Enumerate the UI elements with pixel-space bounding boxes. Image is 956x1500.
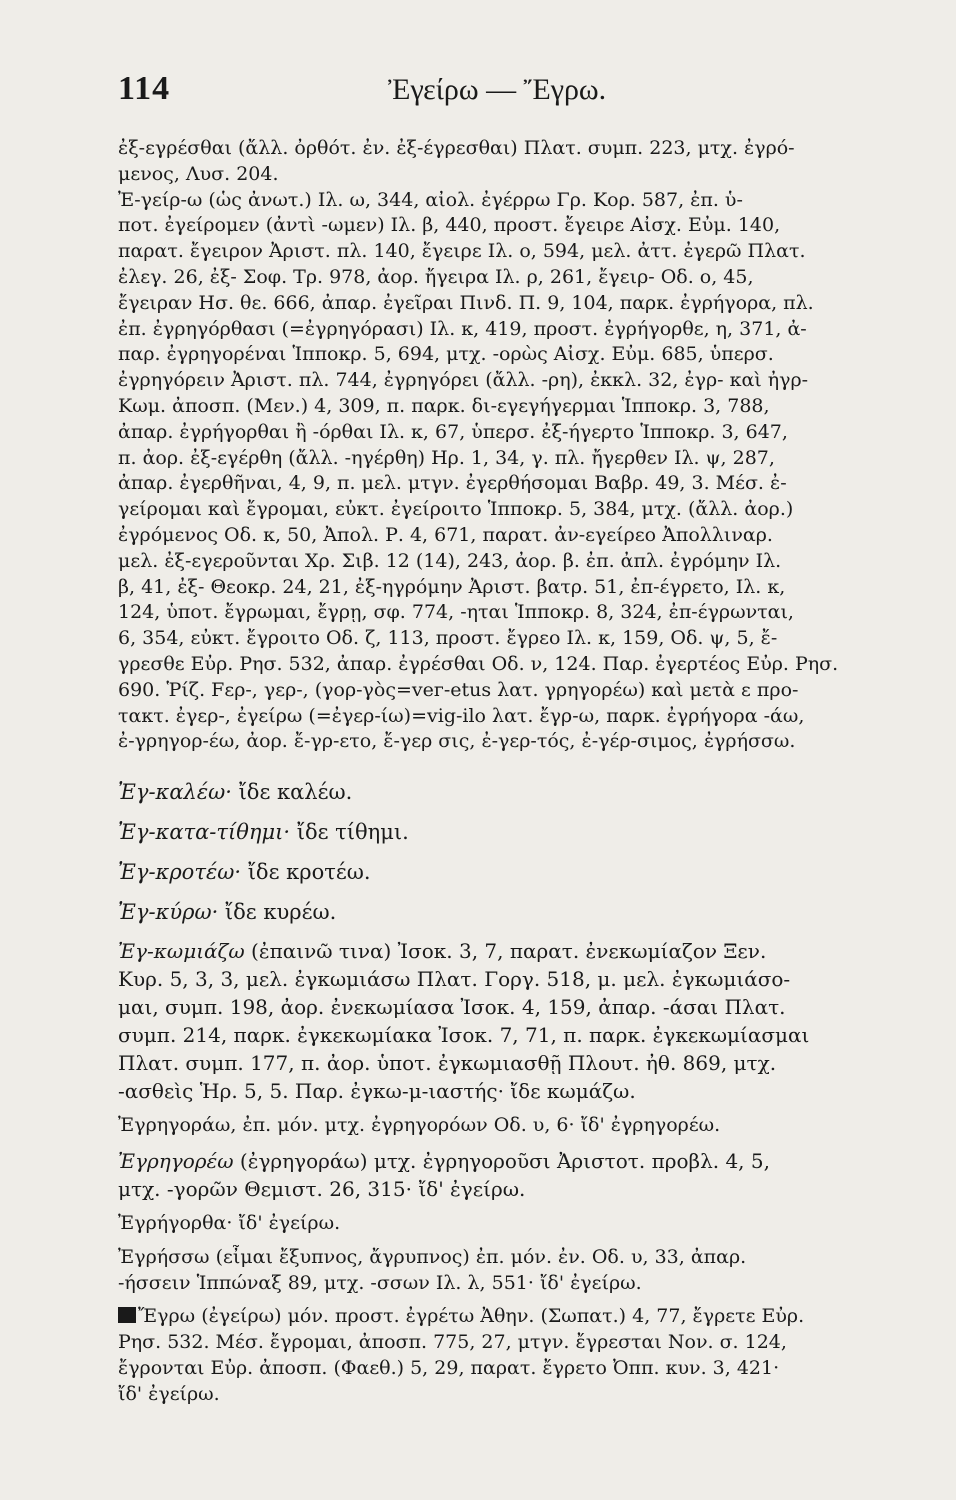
entry-line: Κυρ. 5, 3, 3, μελ. ἐγκωμιάσω Πλατ. Γοργ. 518, μ. μελ. ἐγκωμιάσο- xyxy=(118,967,791,992)
headword: Ἐγρηγορέω xyxy=(118,1148,234,1173)
entry-line: Ἐ-γείρ-ω (ὡς ἀνωτ.) Ιλ. ω, 344, αἰολ. ἐγέρρω Γρ. Κορ. 587, ἐπ. ὑ- xyxy=(118,188,743,211)
headword: Ἐγ-κωμιάζω xyxy=(118,939,245,964)
entry-line: -ασθεὶς Ἡρ. 5, 5. Παρ. ἐγκω-μ-ιαστής· ἴδε κωμάζω. xyxy=(118,1079,636,1104)
entry-line: μενος, Λυσ. 204. xyxy=(118,162,279,185)
entry-line: ἐξ-εγρέσθαι (ἄλλ. ὀρθότ. ἐν. ἐξ-έγρεσθαι) Πλατ. συμπ. 223, μτχ. ἐγρό- xyxy=(118,137,795,159)
entry-line: ἐγρηγόρειν Ἀριστ. πλ. 744, ἐγρηγόρει (ἄλλ. -ρη), ἐκκλ. 32, ἐγρ- καὶ ἠγρ- xyxy=(118,369,809,392)
entry-line: ἐ-γρηγορ-έω, ἀορ. ἔ-γρ-ετο, ἔ-γερ σις, ἐ-γερ-τός, ἐ-γέρ-σιμος, ἐγρήσσω. xyxy=(118,730,796,753)
cross-reference: ἴδε τίθημι. xyxy=(290,820,409,845)
entry-line: Κωμ. ἀποσπ. (Μεν.) 4, 309, π. παρκ. δι-εγεγήγερμαι Ἱπποκρ. 3, 788, xyxy=(118,394,770,417)
headword: Ἐγ-κύρω· xyxy=(118,900,219,925)
entry-line: παρατ. ἔγειρον Ἀριστ. πλ. 140, ἔγειρε Ιλ. ο, 594, μελ. ἀττ. ἐγερῶ Πλατ. xyxy=(118,240,806,263)
entry-line: π. ἀορ. ἐξ-εγέρθη (ἄλλ. -ηγέρθη) Ηρ. 1, 34, γ. πλ. ἤγερθεν Ιλ. ψ, 287, xyxy=(118,446,775,469)
entry-line: ἀπαρ. ἐγρήγορθαι ἢ -όρθαι Ιλ. κ, 67, ὑπερσ. ἐξ-ήγερτο Ἱπποκρ. 3, 647, xyxy=(118,420,788,443)
entry-line: 6, 354, εὐκτ. ἔγροιτο Οδ. ζ, 113, προστ. ἔγρεο Ιλ. κ, 159, Οδ. ψ, 5, ἔ- xyxy=(118,627,778,650)
cross-reference: ἴδε καλέω. xyxy=(231,780,353,805)
entry-line: γρεσθε Εὐρ. Ρησ. 532, ἀπαρ. ἐγρέσθαι Οδ. ν, 124. Παρ. ἐγερτέος Εὐρ. Ρησ. xyxy=(118,652,839,675)
entry-line: (ἐπαινῶ τινα) Ἰσοκ. 3, 7, παρατ. ἐνεκωμίαζον Ξεν. xyxy=(244,939,767,964)
entry-egregoreo xyxy=(118,1147,894,1203)
entry-line: -ήσσειν Ἱππώναξ 89, μτχ. -σσων Ιλ. λ, 551· ἴδ' ἐγείρω. xyxy=(118,1271,642,1294)
entry-line: ἔγρονται Εὐρ. ἀποσπ. (Φαεθ.) 5, 29, παρατ. ἔγρετο Ὀππ. κυν. 3, 421· xyxy=(118,1356,780,1379)
entry-line: μελ. ἐξ-εγεροῦνται Χρ. Σιβ. 12 (14), 243, ἀορ. β. ἐπ. ἀπλ. ἐγρόμην Ιλ. xyxy=(118,549,782,572)
entry-line: Ἐγρηγοράω, ἐπ. μόν. μτχ. ἐγρηγορόων Οδ. υ, 6· ἴδ' ἐγρηγορέω. xyxy=(118,1114,721,1137)
entry-line: Ρησ. 532. Μέσ. ἔγρομαι, ἀποσπ. 775, 27, μτγν. ἔγρεσται Νον. σ. 124, xyxy=(118,1331,787,1354)
entry-line: β, 41, ἐξ- Θεοκρ. 24, 21, ἐξ-ηγρόμην Ἀριστ. βατρ. 51, ἐπ-έγρετο, Ιλ. κ, xyxy=(118,575,786,598)
entry-line: μαι, συμπ. 198, ἀορ. ἐνεκωμίασα Ἰσοκ. 4, 159, ἀπαρ. -άσαι Πλατ. xyxy=(118,995,786,1020)
entry-line: μτχ. -γορῶν Θεμιστ. 26, 315· ἴδ' ἐγείρω. xyxy=(118,1176,526,1201)
entry-line: 690. Ῥίζ. Fερ-, γερ-, (γορ-γὸς=vег-etus λατ. γρηγορέω) καὶ μετὰ ε προ- xyxy=(118,678,799,701)
short-entry xyxy=(118,855,894,889)
page-number: 114 xyxy=(118,70,171,107)
entry-line: παρ. ἐγρηγορέναι Ἱπποκρ. 5, 694, μτχ. -ορὼς Αἰσχ. Εὐμ. 685, ὑπερσ. xyxy=(118,343,774,366)
entry-line: συμπ. 214, παρκ. ἐγκεκωμίακα Ἰσοκ. 7, 71, π. παρκ. ἐγκεκωμίασμαι xyxy=(118,1023,810,1048)
entry-egregorao xyxy=(118,1113,894,1139)
headword: Ἐγ-κατα-τίθημι· xyxy=(118,820,291,845)
entry-egeiro xyxy=(118,136,894,755)
entry-line: Πλατ. συμπ. 177, π. ἀορ. ὑποτ. ἐγκωμιασθῇ Πλουτ. ἠθ. 869, μτχ. xyxy=(118,1051,777,1076)
entry-line: ἔγειραν Ησ. θε. 666, ἀπαρ. ἐγεῖραι Πινδ. Π. 9, 104, παρκ. ἐγρήγορα, πλ. xyxy=(118,291,814,314)
cross-reference: ἴδε κροτέω. xyxy=(241,860,371,885)
entry-line: (ἐγρηγοράω) μτχ. ἐγρηγοροῦσι Ἀριστοτ. προβλ. 4, 5, xyxy=(233,1148,770,1173)
entry-line: ἐλεγ. 26, ἐξ- Σοφ. Τρ. 978, ἀορ. ἤγειρα Ιλ. ρ, 261, ἔγειρ- Οδ. ο, 45, xyxy=(118,265,754,288)
cross-reference: ἴδε κυρέω. xyxy=(218,900,337,925)
entry-line: ἴδ' ἐγείρω. xyxy=(118,1382,220,1405)
printer-mark-icon xyxy=(118,1307,136,1323)
entry-line: Ἔγρω (ἐγείρω) μόν. προστ. ἐγρέτω Ἀθην. (Σωπατ.) 4, 77, ἔγρετε Εὐρ. xyxy=(138,1305,805,1328)
entry-line: γείρομαι καὶ ἔγρομαι, εὐκτ. ἐγείροιτο Ἱπποκρ. 5, 384, μτχ. (ἄλλ. ἀορ.) xyxy=(118,498,794,521)
entry-egro xyxy=(118,1304,894,1407)
entry-line: ἐπ. ἐγρηγόρθασι (=ἐγρηγόρασι) Ιλ. κ, 419, προστ. ἐγρήγορθε, η, 371, ἀ- xyxy=(118,317,807,340)
entry-enkomiazo xyxy=(118,937,894,1105)
short-entry xyxy=(118,895,894,929)
headword: Ἐγ-κροτέω· xyxy=(118,860,242,885)
entry-line: Ἐγρήγορθα· ἴδ' ἐγείρω. xyxy=(118,1211,341,1234)
entry-line: ἐγρόμενος Οδ. κ, 50, Ἀπολ. Ρ. 4, 671, παρατ. ἀν-εγείρεο Ἀπολλιναρ. xyxy=(118,523,773,546)
entry-egregortha xyxy=(118,1211,894,1237)
entry-line: ποτ. ἐγείρομεν (ἀντὶ -ωμεν) Ιλ. β, 440, προστ. ἔγειρε Αἰσχ. Εὐμ. 140, xyxy=(118,214,781,237)
running-title: Ἐγείρω — Ἔγρω. xyxy=(388,73,607,106)
entry-line: ἀπαρ. ἐγερθῆναι, 4, 9, π. μελ. μτγν. ἐγερθήσομαι Βαβρ. 49, 3. Μέσ. ἐ- xyxy=(118,472,787,495)
entry-line: τακτ. ἐγερ-, ἐγείρω (=ἐγερ-ίω)=vig-ilo λατ. ἔγρ-ω, παρκ. ἐγρήγορα -άω, xyxy=(118,704,805,727)
entry-egresso xyxy=(118,1245,894,1297)
short-entry xyxy=(118,775,894,809)
page-header xyxy=(118,70,894,110)
entry-line: Ἐγρήσσω (εἶμαι ἔξυπνος, ἄγρυπνος) ἐπ. μόν. ἐν. Οδ. υ, 33, ἀπαρ. xyxy=(118,1245,747,1268)
entry-line: 124, ὑποτ. ἔγρωμαι, ἔγρῃ, σφ. 774, -ηται Ἱπποκρ. 8, 324, ἐπ-έγρωνται, xyxy=(118,601,794,624)
short-entry xyxy=(118,815,894,849)
headword: Ἐγ-καλέω· xyxy=(118,780,232,805)
